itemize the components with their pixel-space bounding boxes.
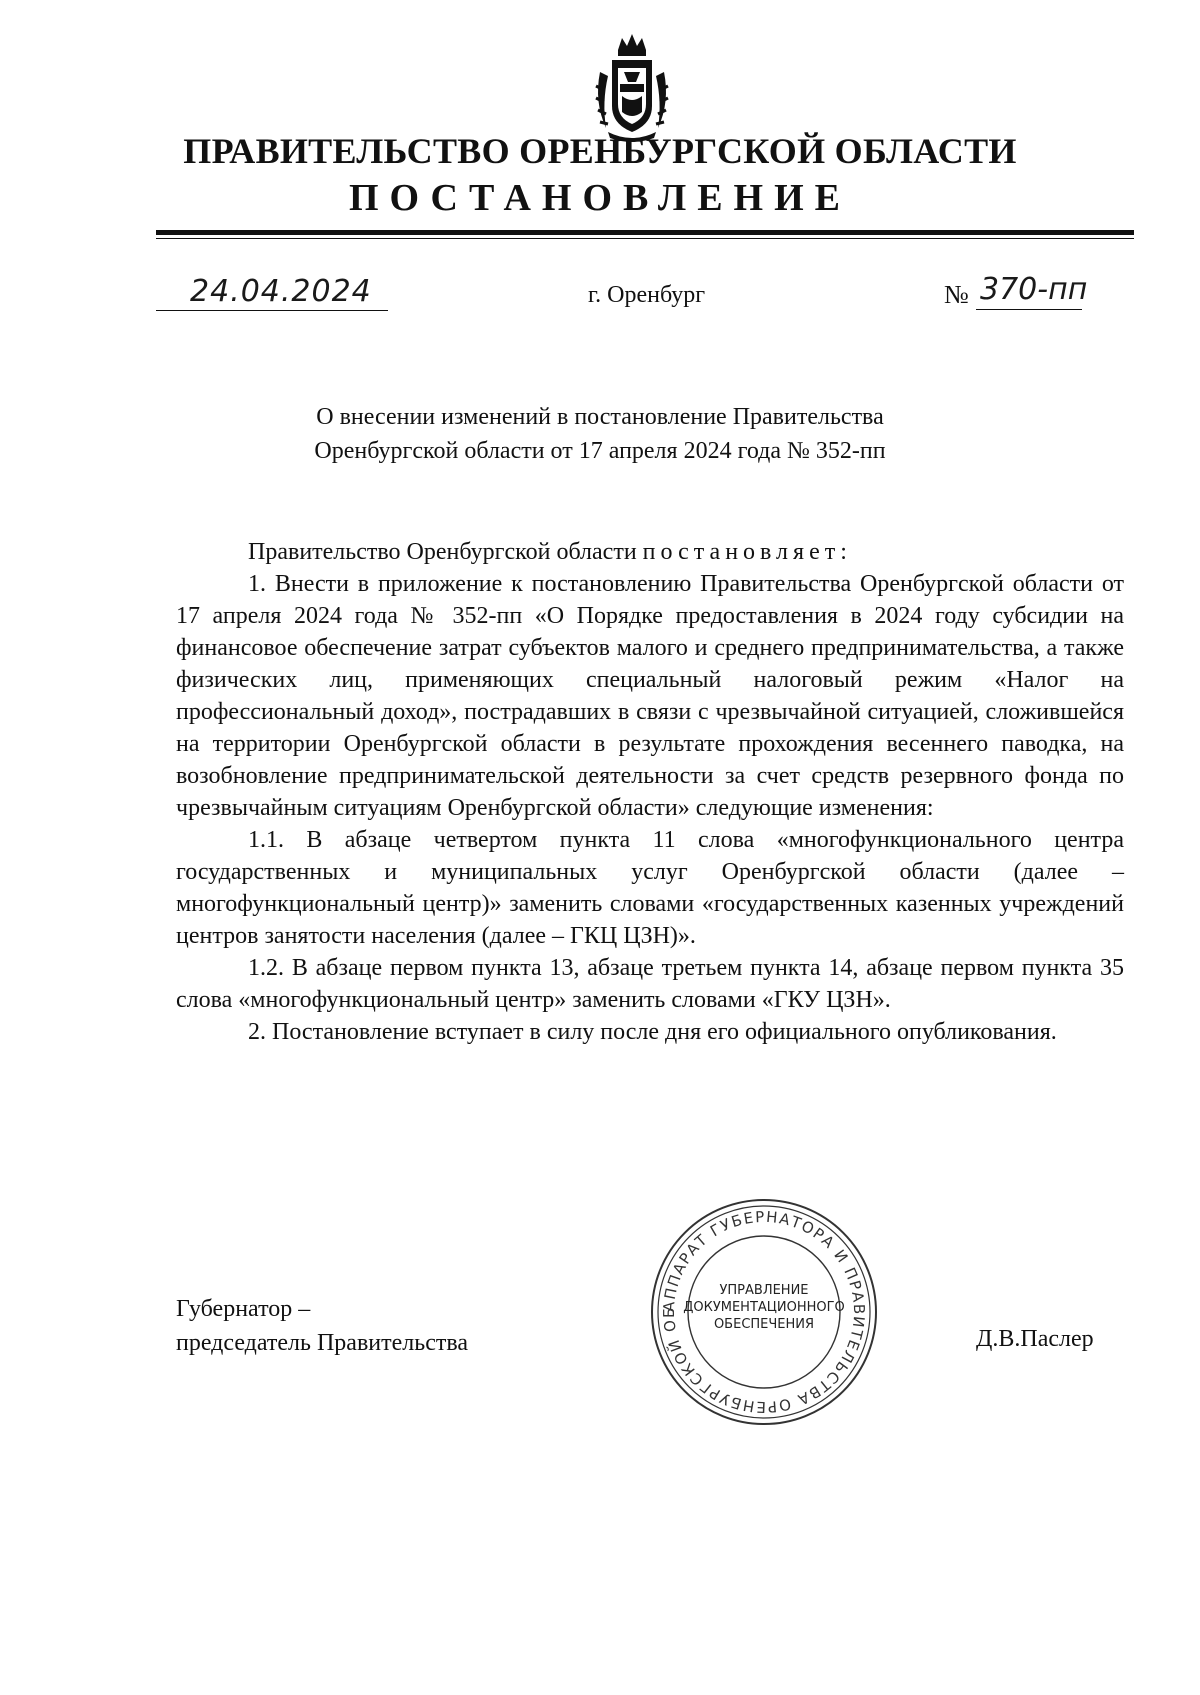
intro-paragraph [176, 536, 1124, 568]
paragraph-1: 1. Внести в приложение к постановлению Правительства Оренбургской области от 17 апреля 2024 года № 352-пп «О Порядке предоставления в 2024 году субсидии на финансовое обеспечение затрат субъектов малого и среднего предпринимательства, а также физических лиц, применяющих специальный налоговый режим «Налог на профессиональный доход», пострадавших в связи с чрезвычайной ситуацией, сложившейся на территории Оренбургской области в результате прохождения весеннего паводка, на возобновление предпринимательской деятельности за счет средств резервного фонда по чрезвычайным ситуациям Оренбургской области» следующие изменения: [176, 571, 1124, 821]
document-subject [0, 400, 1200, 468]
stamp-ring-text: АППАРАТ ГУБЕРНАТОРА И ПРАВИТЕЛЬСТВА ОРЕНБУРГСКОЙ ОБ [659, 1207, 869, 1417]
signer-name: Д.В.Паслер [976, 1326, 1094, 1352]
document-number: 370-пп [980, 272, 1088, 307]
paragraph-1-2: 1.2. В абзаце первом пункта 13, абзаце третьем пункта 14, абзаце первом пункта 35 слова «многофункциональный центр» заменить словами «ГКУ ЦЗН». [176, 955, 1124, 1013]
stamp-center-text [648, 1282, 880, 1333]
intro-keyword: постановляет: [642, 539, 852, 565]
document-body [176, 536, 1124, 1048]
document-date: 24.04.2024 [190, 274, 372, 309]
subject-line-1: О внесении изменений в постановление Правительства [316, 404, 884, 430]
official-stamp [648, 1196, 880, 1428]
stamp-center-line-1: УПРАВЛЕНИЕ [719, 1283, 809, 1298]
date-underline [156, 310, 388, 311]
paragraph-1-1: 1.1. В абзаце четвертом пункта 11 слова «многофункционального центра государственных и муниципальных услуг Оренбургской области (далее – многофункциональный центр)» заменить словами «государственных казенных учреждений центров занятости населения (далее – ГКЦ ЦЗН)». [176, 827, 1124, 949]
subject-line-2: Оренбургской области от 17 апреля 2024 года № 352-пп [314, 438, 886, 464]
stamp-center-line-3: ОБЕСПЕЧЕНИЯ [713, 1317, 815, 1332]
signer-title [176, 1292, 468, 1360]
number-underline [976, 309, 1082, 310]
organization-title: ПРАВИТЕЛЬСТВО ОРЕНБУРГСКОЙ ОБЛАСТИ [183, 131, 1017, 171]
header-rule-thick [156, 230, 1134, 235]
signer-title-line-1: Губернатор – [176, 1296, 311, 1322]
signer-title-line-2: председатель Правительства [176, 1330, 469, 1356]
number-sign: № [944, 280, 969, 309]
document-city: г. Оренбург [588, 282, 706, 308]
intro-text: Правительство Оренбургской области [248, 539, 643, 565]
paragraph-2: 2. Постановление вступает в силу после дня его официального опубликования. [248, 1019, 1057, 1045]
header-rule-thin [156, 238, 1134, 239]
stamp-center-line-2: ДОКУМЕНТАЦИОННОГО [683, 1300, 845, 1315]
coat-of-arms-icon [592, 32, 672, 144]
document-type-title: ПОСТАНОВЛЕНИЕ [348, 177, 852, 219]
